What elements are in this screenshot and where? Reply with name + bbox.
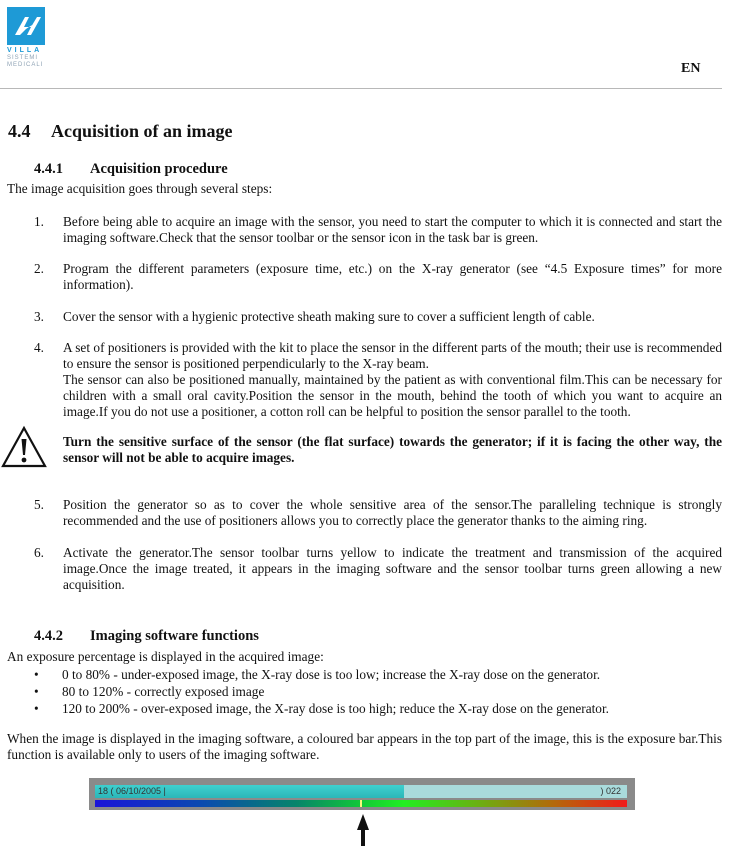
step-text: Before being able to acquire an image with the sensor, you need to start the computer to which it is connected and start the imaging software.Check that the sensor toolbar or the sensor icon in the task bar is green.	[63, 214, 722, 245]
step-number: 6.	[34, 545, 44, 560]
exposure-bar-paragraph: When the image is displayed in the imaging software, a coloured bar appears in the top part of the image, this is the exposure bar.This function is available only to users of the imaging software.	[7, 731, 722, 762]
step-text: A set of positioners is provided with the kit to place the sensor in the different parts of the mouth; their use is recommended to ensure the sensor is positioned perpendicularly to the X-ray beam.	[63, 340, 722, 371]
step-text-continued: The sensor can also be positioned manually, maintained by the patient as with conventional film.This can be necessary for children with a small oral cavity.Position the sensor in the mouth, behind the tooth of which you want to acquire an image.If you do not use a positioner, a cotton roll can be helpful to position the sensor parallel to the tooth.	[63, 372, 722, 419]
villa-logo-icon	[7, 7, 45, 45]
intro-paragraph: The image acquisition goes through several steps:	[7, 181, 273, 196]
bullet-icon: •	[34, 701, 39, 716]
warning-text: Turn the sensitive surface of the sensor (the flat surface) towards the generator; if it is facing the other way, the sensor will not be able to acquire images.	[63, 434, 722, 465]
step-text: Cover the sensor with a hygienic protective sheath making sure to cover a sufficient length of cable.	[63, 309, 595, 324]
step-item	[34, 340, 722, 420]
subsection-number: 4.4.2	[34, 628, 63, 644]
step-text: Program the different parameters (exposure time, etc.) on the X-ray generator (see “4.5 Exposure times” for more information).	[63, 261, 722, 292]
step-item	[34, 545, 722, 593]
subsection-heading-2	[34, 628, 259, 645]
step-number: 4.	[34, 340, 44, 355]
list-item	[34, 700, 609, 717]
exposure-date-label: 18 ( 06/10/2005 |	[98, 786, 166, 796]
language-label: EN	[681, 61, 701, 76]
bullet-text: 120 to 200% - over-exposed image, the X-ray dose is too high; reduce the X-ray dose on the generator.	[62, 701, 609, 716]
subsection-title: Imaging software functions	[90, 628, 259, 644]
step-text: Activate the generator.The sensor toolbar turns yellow to indicate the treatment and transmission of the acquired image.Once the image treated, it appears in the imaging software and the sensor toolbar turns green allowing a new acquisition.	[63, 545, 722, 592]
logo-subtitle-2: MEDICALI	[7, 62, 44, 68]
step-number: 5.	[34, 497, 44, 512]
villa-logo	[7, 7, 47, 69]
logo-subtitle-1: SISTEMI	[7, 55, 39, 61]
subsection-heading-1	[34, 161, 228, 178]
bullet-icon: •	[34, 684, 39, 699]
section-title: Acquisition of an image	[51, 121, 233, 141]
subsection-title: Acquisition procedure	[90, 161, 228, 177]
step-item	[34, 214, 722, 246]
step-number: 3.	[34, 309, 44, 324]
list-item	[34, 683, 609, 700]
warning-triangle-icon	[0, 425, 48, 469]
step-number: 1.	[34, 214, 44, 229]
exposure-intro: An exposure percentage is displayed in the acquired image:	[7, 649, 324, 664]
logo-brand: VILLA	[7, 47, 43, 54]
subsection-number: 4.4.1	[34, 161, 63, 177]
section-heading	[8, 121, 233, 142]
step-item	[34, 261, 722, 293]
step-number: 2.	[34, 261, 44, 276]
bullet-text: 80 to 120% - correctly exposed image	[62, 684, 265, 699]
exposure-marker	[360, 800, 362, 807]
exposure-ranges-list	[34, 666, 609, 717]
bullet-icon: •	[34, 667, 39, 682]
exposure-info-bar	[95, 785, 627, 798]
exposure-value-label: ) 022	[600, 786, 621, 796]
step-item	[34, 497, 722, 529]
step-text: Position the generator so as to cover the whole sensitive area of the sensor.The paralleling technique is strongly recommended and the use of positioners allows you to correctly place the generator thanks to the aiming ring.	[63, 497, 722, 528]
bullet-text: 0 to 80% - under-exposed image, the X-ray dose is too low; increase the X-ray dose on the generator.	[62, 667, 601, 682]
header-divider	[0, 88, 722, 89]
section-number: 4.4	[8, 121, 31, 141]
up-arrow-icon	[355, 814, 371, 846]
step-item	[34, 309, 722, 325]
exposure-bar-figure	[89, 778, 635, 810]
list-item	[34, 666, 609, 683]
